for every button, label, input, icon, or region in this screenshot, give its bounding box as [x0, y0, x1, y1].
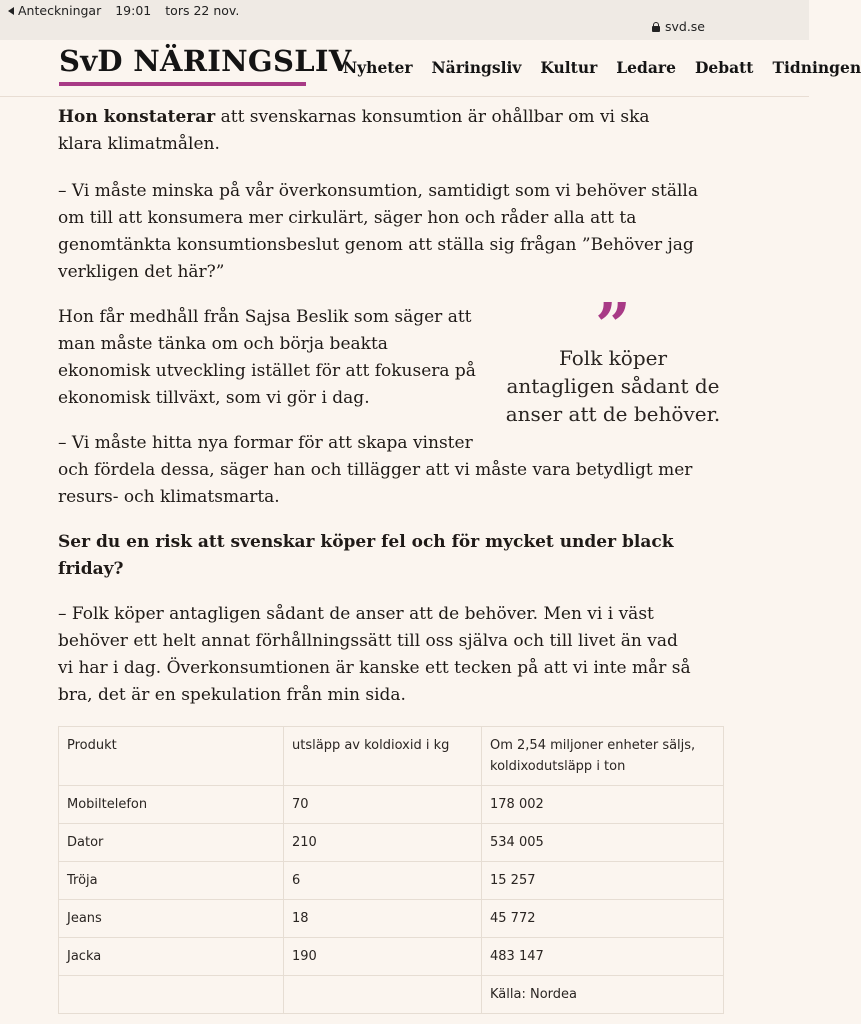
status-bar [0, 0, 809, 40]
table-header-cell: Om 2,54 miljoner enheter säljs, koldixodutsläpp i ton [482, 727, 724, 786]
table-cell: Jeans [59, 900, 284, 938]
table-row [59, 786, 724, 824]
clock: 19:01 [115, 3, 152, 18]
nav-item-tidningen[interactable]: Tidningen [772, 58, 861, 77]
table-cell: 483 147 [482, 938, 724, 976]
lock-icon [652, 22, 660, 32]
back-app-label: Anteckningar [18, 3, 102, 18]
paragraph-5: – Folk köper antagligen sådant de anser att de behöver. Men vi i väst behöver ett helt annat förhållningssätt till oss själva och till livet än vad vi har i dag. Överkonsumtionen är kanske ett tecken på att vi inte mår så bra, det är en spekulation från min sida. [58, 604, 691, 705]
main-nav [343, 58, 861, 77]
paragraph-1-text: att svenskarnas konsumtion är ohållbar om vi ska klara klimatmålen. [58, 107, 650, 154]
table-header-cell: utsläpp av koldioxid i kg [284, 727, 482, 786]
nav-item-nyheter[interactable]: Nyheter [343, 58, 413, 77]
paragraph-1 [58, 104, 698, 158]
table-cell: 534 005 [482, 824, 724, 862]
paragraph-4-first-line: – Vi måste hitta nya formar för att skapa vinster [58, 433, 473, 453]
nav-item-ledare[interactable]: Ledare [616, 58, 676, 77]
table-cell [284, 976, 482, 1014]
table-cell: 210 [284, 824, 482, 862]
back-to-app-button[interactable] [8, 3, 101, 18]
table-cell: 45 772 [482, 900, 724, 938]
table-source-cell: Källa: Nordea [482, 976, 724, 1014]
table-cell: Dator [59, 824, 284, 862]
table-source-row [59, 976, 724, 1014]
table-cell: 15 257 [482, 862, 724, 900]
nav-item-kultur[interactable]: Kultur [540, 58, 598, 77]
table-cell: 190 [284, 938, 482, 976]
emissions-table [58, 726, 724, 1014]
table-row [59, 824, 724, 862]
table-cell: Jacka [59, 938, 284, 976]
url-text: svd.se [664, 19, 705, 34]
table-header-row [59, 727, 724, 786]
table-cell: Tröja [59, 862, 284, 900]
table-row [59, 900, 724, 938]
table-cell [59, 976, 284, 1014]
back-arrow-icon [8, 7, 14, 15]
table-cell: 70 [284, 786, 482, 824]
table-row [59, 862, 724, 900]
nav-item-debatt[interactable]: Debatt [694, 58, 754, 77]
table-header-cell: Produkt [59, 727, 284, 786]
paragraph-4 [58, 430, 698, 511]
table-cell: Mobiltelefon [59, 786, 284, 824]
logo-underline [59, 82, 306, 86]
paragraph-lead: Hon konstaterar [58, 107, 216, 127]
site-logo[interactable]: SvD NÄRINGSLIV [59, 44, 352, 78]
table-cell: 6 [284, 862, 482, 900]
site-header [0, 40, 861, 97]
table-cell: 178 002 [482, 786, 724, 824]
date: tors 22 nov. [165, 3, 240, 18]
table-cell: 18 [284, 900, 482, 938]
paragraph-2: – Vi måste minska på vår överkonsumtion, samtidigt som vi behöver ställa om till att konsumera mer cirkulärt, säger hon och råder alla att ta genomtänkta konsumtionsbeslut genom att ställa sig frågan ”Behöver jag verkligen det här?” [58, 181, 698, 282]
quote-mark-icon: ” [595, 289, 631, 362]
pull-quote [503, 289, 723, 428]
table-row [59, 938, 724, 976]
pull-quote-text: Folk köper antagligen sådant de anser att de behöver. [505, 346, 721, 426]
paragraph-4-text: och fördela dessa, säger han och tillägger att vi måste vara betydligt mer resurs- och klimatsmarta. [58, 460, 693, 507]
interview-question: Ser du en risk att svenskar köper fel och för mycket under black friday? [58, 532, 674, 579]
address-bar[interactable] [652, 19, 705, 34]
nav-item-naringsliv[interactable]: Näringsliv [431, 58, 522, 77]
paragraph-3: Hon får medhåll från Sajsa Beslik som säger att man måste tänka om och börja beakta ekonomisk utveckling istället för att fokusera på ekonomisk tillväxt, som vi gör i dag. [58, 307, 476, 408]
